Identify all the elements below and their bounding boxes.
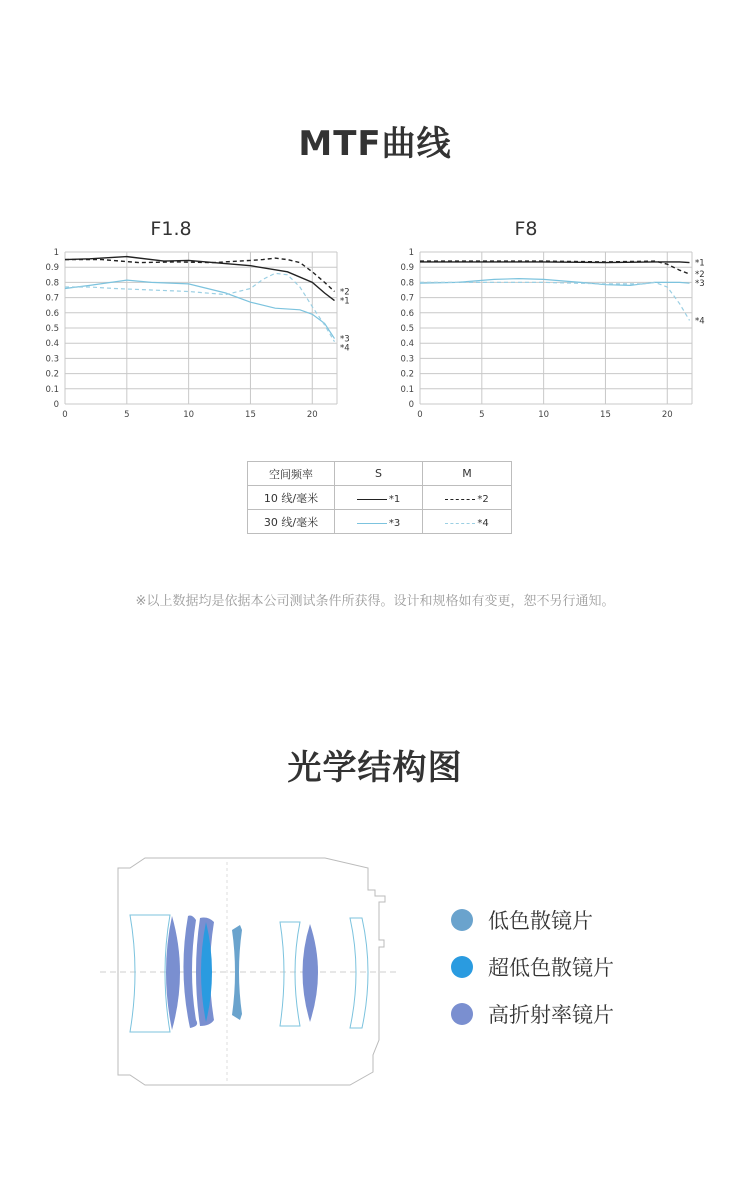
series-line xyxy=(420,262,690,263)
y-tick-label: 0.8 xyxy=(45,278,59,289)
lens-element-7 xyxy=(280,922,300,1026)
y-tick-label: 0.6 xyxy=(400,308,414,319)
chart-title: F8 xyxy=(514,218,538,240)
y-tick-label: 0.5 xyxy=(400,324,414,334)
legend-label: 低色散镜片 xyxy=(488,909,593,933)
legend-swatch-m2 xyxy=(423,486,512,510)
legend-swatch-m4 xyxy=(423,510,512,534)
legend-m4-label: *4 xyxy=(477,518,489,529)
x-tick-label: 10 xyxy=(183,410,195,420)
legend-swatch-s3 xyxy=(335,510,423,534)
legend-header-row xyxy=(248,462,512,486)
y-tick-label: 0.4 xyxy=(400,339,414,350)
series-end-label: *3 xyxy=(340,334,350,345)
y-tick-label: 0.1 xyxy=(400,384,414,395)
legend-label: 超低色散镜片 xyxy=(488,956,614,980)
lens-element-1 xyxy=(130,915,170,1032)
chart-title: F1.8 xyxy=(150,218,192,240)
series-end-label: *4 xyxy=(695,316,705,327)
series-end-label: *2 xyxy=(340,287,350,298)
series-line xyxy=(65,257,335,301)
series-end-label: *1 xyxy=(340,296,350,307)
series-line xyxy=(420,282,690,320)
series-end-label: *1 xyxy=(695,258,705,269)
y-tick-label: 0.7 xyxy=(45,293,59,304)
y-tick-label: 0.7 xyxy=(400,293,414,304)
high-refraction-dot xyxy=(451,1003,473,1025)
legend-s3-label: *3 xyxy=(388,518,401,529)
ultra-low-dispersion-dot xyxy=(451,956,473,978)
low-dispersion-dot xyxy=(451,909,473,931)
y-tick-label: 0.9 xyxy=(400,263,414,274)
legend-item-ultra-low-dispersion xyxy=(451,952,614,982)
series-end-label: *4 xyxy=(340,343,350,354)
x-tick-label: 15 xyxy=(245,410,256,420)
mtf-legend-table xyxy=(247,461,512,534)
x-tick-label: 10 xyxy=(538,410,550,420)
legend-header-m: M xyxy=(423,462,512,486)
series-line xyxy=(65,280,335,339)
x-tick-label: 0 xyxy=(62,410,68,420)
legend-row-label: 30 线/毫米 xyxy=(248,510,335,534)
legend-header-s: S xyxy=(335,462,423,486)
mtf-chart-f8 xyxy=(385,210,715,425)
disclaimer-note: ※以上数据均是依据本公司测试条件所获得。设计和规格如有变更，恕不另行通知。 xyxy=(135,594,615,609)
optical-structure-diagram xyxy=(100,850,410,1095)
legend-s1-label: *1 xyxy=(388,494,401,505)
y-tick-label: 0.4 xyxy=(45,339,59,350)
series-end-label: *3 xyxy=(695,279,705,290)
y-tick-label: 0.1 xyxy=(45,384,59,395)
lens-type-legend xyxy=(451,905,614,1046)
y-tick-label: 0.6 xyxy=(45,308,59,319)
y-tick-label: 1 xyxy=(53,248,59,258)
series-end-label: *2 xyxy=(695,270,705,281)
x-tick-label: 20 xyxy=(306,410,318,420)
x-tick-label: 0 xyxy=(417,410,423,420)
legend-swatch-s1 xyxy=(335,486,423,510)
lens-element-2 xyxy=(166,916,180,1030)
y-tick-label: 0.3 xyxy=(400,354,414,365)
lens-element-9 xyxy=(350,918,368,1028)
y-tick-label: 0.2 xyxy=(400,369,414,380)
x-tick-label: 5 xyxy=(124,410,130,420)
x-tick-label: 20 xyxy=(661,410,673,420)
legend-item-high-refraction xyxy=(451,999,614,1029)
legend-row-30 xyxy=(248,510,512,534)
legend-header-frequency: 空间频率 xyxy=(248,462,335,486)
lens-element-8 xyxy=(303,924,319,1022)
y-tick-label: 0.9 xyxy=(45,263,59,274)
mtf-title: MTF曲线 xyxy=(298,124,452,164)
x-tick-label: 15 xyxy=(600,410,611,420)
y-tick-label: 0.5 xyxy=(45,324,59,334)
legend-label: 高折射率镜片 xyxy=(488,1003,614,1027)
legend-m2-label: *2 xyxy=(477,494,489,505)
y-tick-label: 0.8 xyxy=(400,278,414,289)
legend-row-10 xyxy=(248,486,512,510)
y-tick-label: 1 xyxy=(408,248,414,258)
x-tick-label: 5 xyxy=(479,410,485,420)
y-tick-label: 0.2 xyxy=(45,369,59,380)
y-tick-label: 0.3 xyxy=(45,354,59,365)
mtf-chart-f18 xyxy=(30,210,360,425)
optics-title: 光学结构图 xyxy=(287,748,463,788)
y-tick-label: 0 xyxy=(408,400,414,410)
legend-item-low-dispersion xyxy=(451,905,614,935)
y-tick-label: 0 xyxy=(53,400,59,410)
legend-row-label: 10 线/毫米 xyxy=(248,486,335,510)
